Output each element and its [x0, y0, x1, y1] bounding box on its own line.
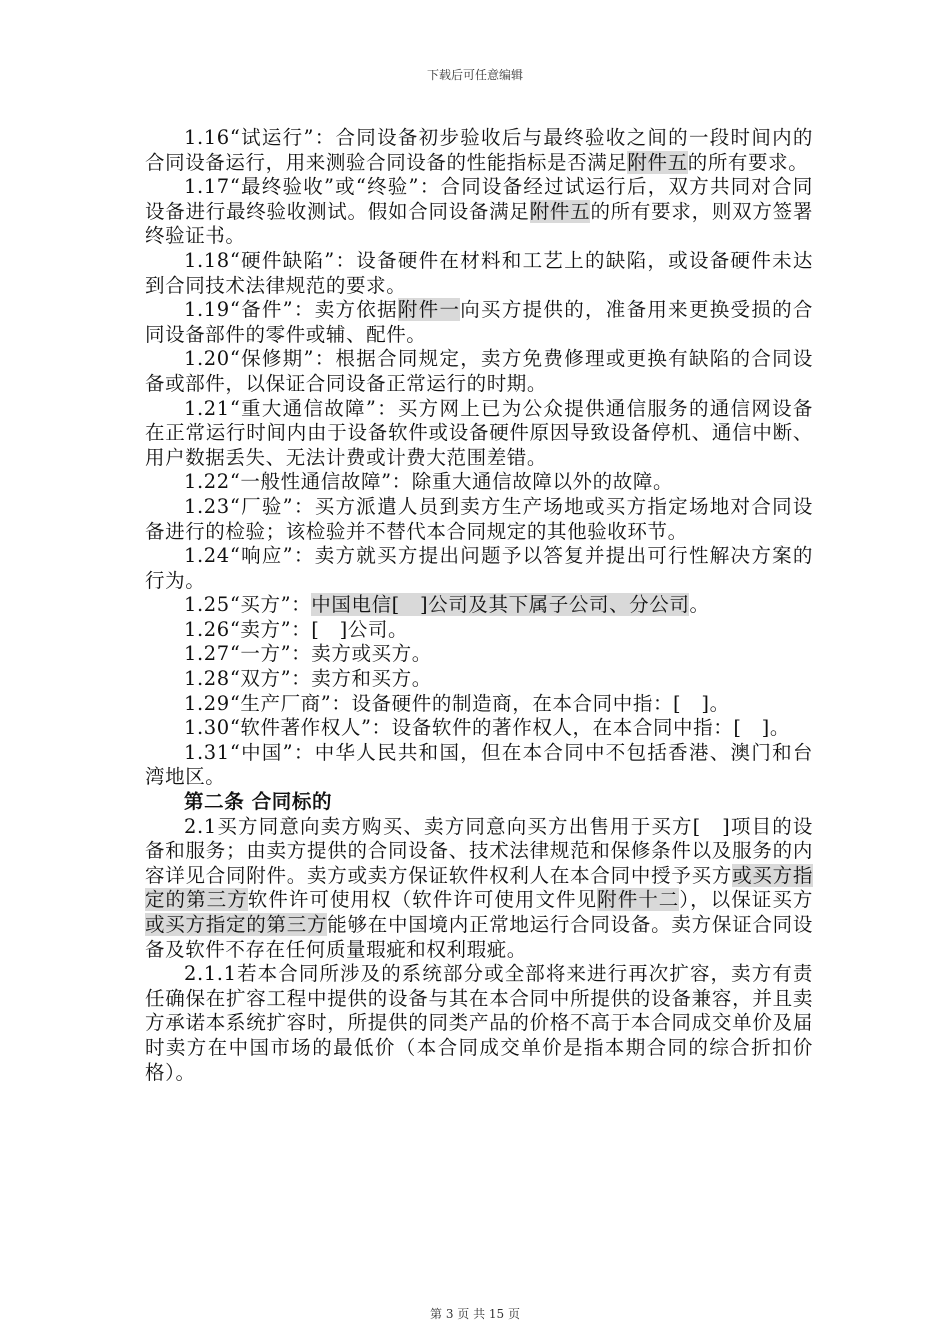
page-header: 下载后可任意编辑 — [426, 68, 523, 82]
clause-1-27: 1.27“一方”：卖方或买方。 — [184, 642, 432, 666]
clause-1-22: 1.22“一般性通信故障”：除重大通信故障以外的故障。 — [184, 470, 674, 494]
clause-1-16 — [145, 126, 813, 175]
clause-1-26: 1.26“卖方”：[ ]公司。 — [184, 617, 409, 641]
clause-1-29: 1.29“生产厂商”：设备硬件的制造商，在本合同中指：[ ]。 — [184, 691, 730, 715]
clause-1-20: 1.20“保修期”：根据合同规定，卖方免费修理或更换有缺陷的合同设备或部件，以保证合同设备正常运行的时期。 — [145, 347, 813, 395]
clause-1-21: 1.21“重大通信故障”：买方网上已为公众提供通信服务的通信网设备在正常运行时间内由于设备软件或设备硬件原因导致设备停机、通信中断、用户数据丢失、无法计费或计费大范围差错。 — [145, 396, 813, 469]
clause-1-30: 1.30“软件著作权人”：设备软件的著作权人，在本合同中指：[ ]。 — [184, 716, 790, 740]
highlight-annex-5: 附件五 — [627, 150, 688, 174]
clause-text: 。 — [689, 593, 710, 617]
clause-text: 向买方提供的，准备用来更换受损的合同设备部件的零件或辅、配件。 — [145, 298, 813, 346]
clause-text: ），以保证买方 — [679, 888, 813, 912]
highlight-annex-12: 附件十二 — [597, 888, 680, 912]
clause-text: 的所有要求。 — [687, 150, 809, 174]
clause-text: 1.25“买方”： — [184, 593, 312, 617]
page-footer: 第 3 页 共 15 页 — [430, 1307, 520, 1321]
clause-1-28: 1.28“双方”：卖方和买方。 — [184, 667, 432, 691]
clause-1-25 — [145, 593, 813, 618]
clause-text: 1.17“最终验收”或“终验”：合同设备经过试运行后，双方共同对合同设备进行最终验收测试。假如合同设备满足 — [145, 175, 813, 223]
document-body — [145, 126, 813, 1085]
clause-1-24: 1.24“响应”：卖方就买方提出问题予以答复并提出可行性解决方案的行为。 — [145, 544, 813, 592]
clause-1-31: 1.31“中国”：中华人民共和国，但在本合同中不包括香港、澳门和台湾地区。 — [145, 740, 813, 789]
clause-text: 1.19“备件”：卖方依据 — [184, 298, 398, 322]
highlight-third-party: 或买方指定的第三方 — [145, 913, 328, 936]
clause-2-1-1: 2.1.1若本合同所涉及的系统部分或全部将来进行再次扩容，卖方有责任确保在扩容工程中提供的设备与其在本合同中所提供的设备兼容，并且卖方承诺本系统扩容时，所提供的同类产品的价格不高于本合同成交单价及届时卖方在中国市场的最低价（本合同成交单价是指本期合同的综合折扣价格）。 — [145, 962, 813, 1084]
clause-1-18: 1.18“硬件缺陷”：设备硬件在材料和工艺上的缺陷，或设备硬件未达到合同技术法律规范的要求。 — [145, 248, 813, 297]
clause-1-19 — [145, 298, 813, 347]
highlight-third-party: 或买方指定的第三方 — [145, 863, 813, 912]
clause-1-17 — [145, 175, 813, 249]
highlight-annex-5: 附件五 — [529, 199, 591, 223]
clause-1-23: 1.23“厂验”：买方派遣人员到卖方生产场地或买方指定场地对合同设备进行的检验；该检验并不替代本合同规定的其他验收环节。 — [145, 494, 813, 543]
clause-2-1 — [145, 815, 813, 963]
clause-text: 2.1买方同意向卖方购买、卖方同意向买方出售用于买方[ ]项目的设备和服务；由卖方提供的合同设备、技术法律规范和保修条件以及服务的内容详见合同附件。卖方或卖方保证软件权利人在本合同中授予买方 — [145, 814, 813, 887]
clause-text: 软件许可使用权（软件许可使用文件见 — [247, 888, 598, 912]
clause-text: 的所有要求，则双方签署终验证书。 — [145, 199, 813, 248]
clause-text: 1.16“试运行”：合同设备初步验收后与最终验收之间的一段时间内的合同设备运行，用来测验合同设备的性能指标是否满足 — [145, 126, 813, 174]
section-heading: 第二条 合同标的 — [184, 790, 333, 814]
clause-text: 能够在中国境内正常地运行合同设备。卖方保证合同设备及软件不存在任何质量瑕疵和权利瑕疵。 — [145, 913, 813, 961]
highlight-buyer: 中国电信[ ]公司及其下属子公司、分公司 — [311, 593, 690, 617]
highlight-annex-1: 附件一 — [397, 298, 461, 322]
